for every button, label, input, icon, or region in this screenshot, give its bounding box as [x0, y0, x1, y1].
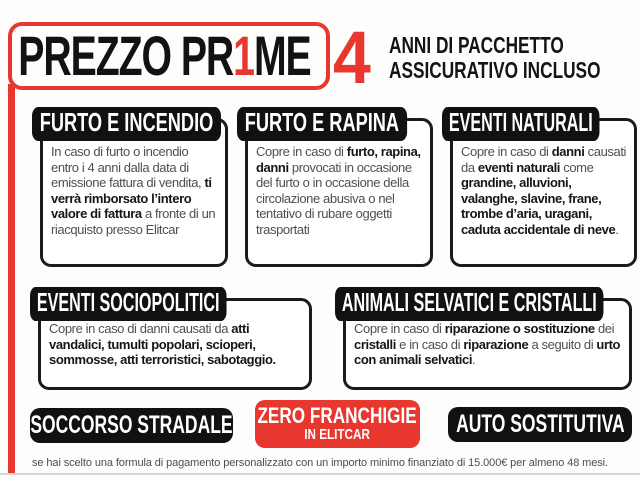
years-number: 4	[333, 16, 371, 99]
vertical-accent-line	[8, 84, 15, 474]
years-caption	[389, 33, 640, 83]
card-furto-e-incendio	[40, 107, 228, 267]
card-eventi-sociopolitici	[38, 287, 312, 390]
badge-auto-sostitutiva-label: AUTO SOSTITUTIVA	[455, 410, 625, 438]
years-caption-line1: ANNI DI PACCHETTO	[389, 32, 564, 58]
years-caption-line2: ASSICURATIVO INCLUSO	[389, 57, 601, 83]
card-body-eventi-sociopolitici: Copre in caso di danni causati da atti vandalici, tumulti popolari, scioperi, sommosse, atti terroristici, sabotaggio.	[38, 298, 312, 390]
badge-zero-franchigie	[255, 400, 420, 448]
title-prefix: PREZZO PR	[18, 24, 234, 87]
card-body-furto-e-incendio: In caso di furto o incendio entro i 4 anni dalla data di emissione fattura di vendita, ti verrà rimborsato l’intero valore di fattura a fronte di un riacquisto presso Elitcar	[40, 118, 228, 267]
card-title-animali-selvatici-e-cristalli: ANIMALI SELVATICI E CRISTALLI	[335, 287, 604, 321]
bottom-edge-line	[0, 473, 640, 475]
badge-zero-franchigie-line1: ZERO FRANCHIGIE	[257, 403, 418, 429]
card-body-eventi-naturali: Copre in caso di danni causati da eventi naturali come grandine, alluvioni, valanghe, slavine, frane, trombe d’aria, uragani, caduta accidentale di neve.	[450, 118, 637, 267]
badge-zero-franchigie-line2: IN ELITCAR	[304, 426, 371, 444]
card-body-furto-e-rapina: Copre in caso di furto, rapina, danni provocati in occasione del furto o in occasione della circolazione abusiva o nel tentativo di rubare oggetti trasportati	[245, 118, 433, 267]
card-body-animali-selvatici-e-cristalli: Copre in caso di riparazione o sostituzione dei cristalli e in caso di riparazione a seguito di urto con animali selvatici.	[343, 298, 632, 390]
badge-auto-sostitutiva	[448, 407, 632, 442]
badge-soccorso-stradale	[30, 408, 233, 443]
title-highlight: 1	[233, 24, 254, 87]
card-title-furto-e-rapina: FURTO E RAPINA	[237, 107, 407, 141]
card-title-eventi-sociopolitici: EVENTI SOCIOPOLITICI	[30, 287, 226, 321]
card-title-furto-e-incendio: FURTO E INCENDIO	[32, 107, 221, 141]
page-title	[12, 24, 311, 87]
footer-disclaimer: se hai scelto una formula di pagamento personalizzato con un importo minimo finanziato di 15.000€ per almeno 48 mesi.	[32, 457, 608, 469]
badge-soccorso-stradale-label: SOCCORSO STRADALE	[30, 411, 233, 439]
title-suffix: ME	[253, 24, 311, 87]
card-title-eventi-naturali: EVENTI NATURALI	[442, 107, 600, 141]
title-box	[8, 22, 330, 90]
card-eventi-naturali	[450, 107, 637, 267]
card-animali-selvatici-e-cristalli	[343, 287, 632, 390]
card-furto-e-rapina	[245, 107, 433, 267]
